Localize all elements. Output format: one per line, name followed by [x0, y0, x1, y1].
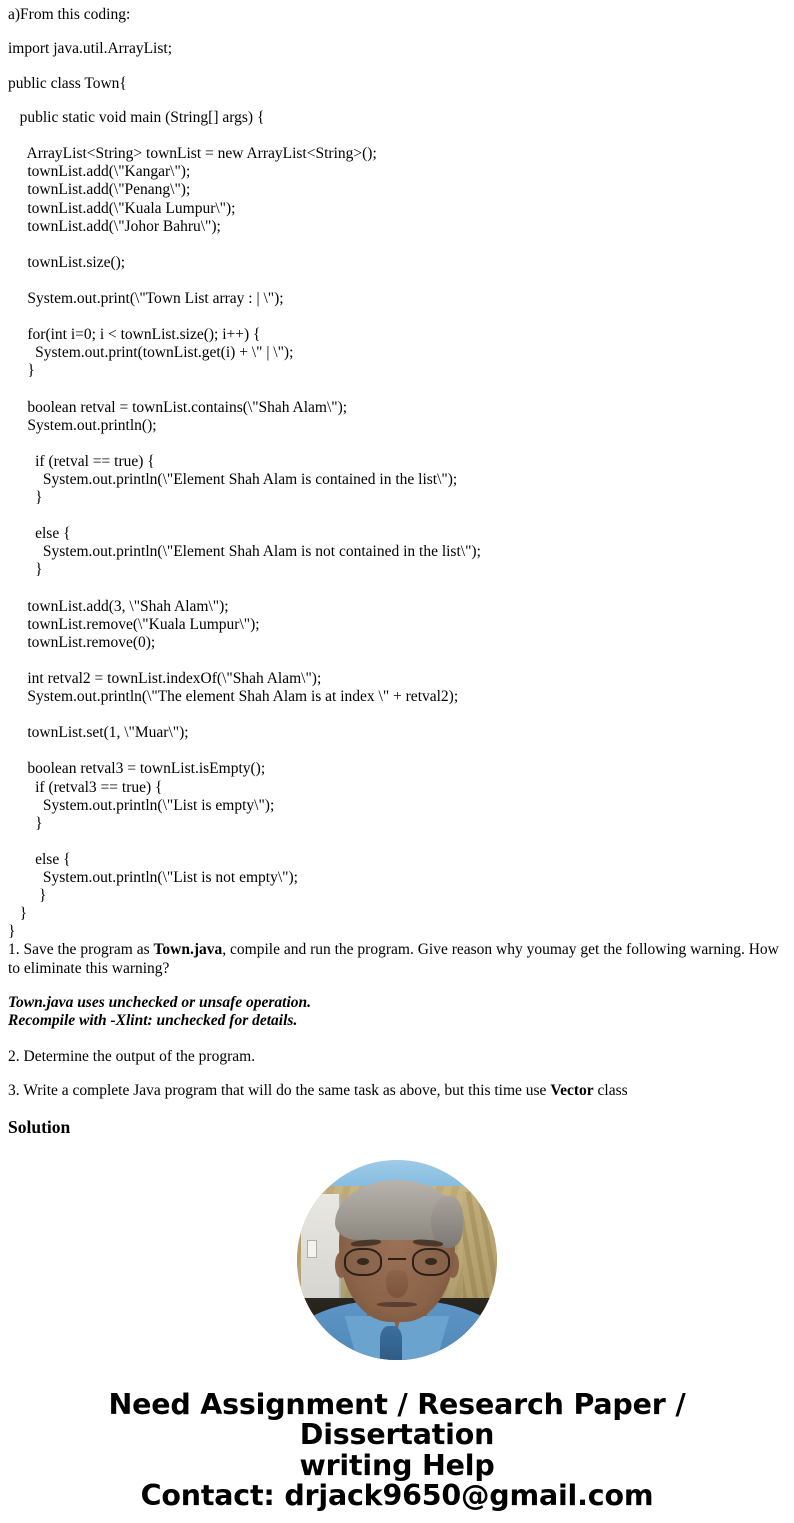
- code-line: [8, 236, 786, 254]
- code-line: [8, 706, 786, 724]
- photo-light-switch: [307, 1240, 317, 1258]
- question-prefix: 3. Write a complete Java program that will do the same task as above, but this time use: [8, 1082, 551, 1100]
- code-line: }: [8, 561, 43, 579]
- code-line: townList.remove(0);: [8, 633, 156, 651]
- code-line: System.out.println(\"List is empty\");: [8, 796, 275, 814]
- code-line: int retval2 = townList.indexOf(\"Shah Alam\");: [8, 669, 322, 687]
- code-line: }: [8, 489, 43, 507]
- intro-paragraph: a)From this coding:: [8, 6, 131, 23]
- code-line: boolean retval = townList.contains(\"Shah Alam\");: [8, 398, 348, 416]
- compiler-warning-block: [8, 994, 786, 1030]
- code-line: }: [8, 887, 47, 905]
- question-item-1: [8, 941, 786, 978]
- code-line: ArrayList<String> townList = new ArrayList<String>();: [8, 145, 377, 163]
- question-item-3: [8, 1082, 786, 1100]
- promo-line-2: writing Help: [299, 1448, 495, 1482]
- code-line: public static void main (String[] args) {: [8, 109, 265, 127]
- class-declaration: public class Town{: [8, 74, 127, 92]
- code-line: townList.add(3, \"Shah Alam\");: [8, 597, 229, 615]
- photo-mouth: [377, 1302, 417, 1307]
- code-line: System.out.println(\"Element Shah Alam is not contained in the list\");: [8, 543, 481, 561]
- code-line: townList.size();: [8, 253, 126, 271]
- warning-line-1: Town.java uses unchecked or unsafe operation.: [8, 993, 311, 1011]
- java-code-block: [8, 109, 786, 941]
- code-line: if (retval == true) {: [8, 452, 155, 470]
- photo-eyeglass-bridge: [388, 1258, 406, 1260]
- code-line: }: [8, 814, 43, 832]
- code-line: else {: [8, 850, 71, 868]
- code-line: System.out.print(townList.get(i) + \" | \");: [8, 344, 294, 362]
- code-line: [8, 127, 786, 145]
- question-suffix: , compile and run the program. Give reason why youmay get the following warning. How to eliminate this warning?: [8, 941, 779, 977]
- avatar-container: [8, 1160, 786, 1360]
- code-line: [8, 507, 786, 525]
- code-line: townList.remove(\"Kuala Lumpur\");: [8, 615, 260, 633]
- photo-eyeglass-lens-left: [344, 1248, 382, 1276]
- code-line: System.out.println(\"List is not empty\");: [8, 869, 298, 887]
- photo-nose: [386, 1270, 408, 1298]
- code-line: townList.set(1, \"Muar\");: [8, 724, 189, 742]
- import-statement: import java.util.ArrayList;: [8, 40, 173, 58]
- code-line: [8, 308, 786, 326]
- solution-heading: Solution: [8, 1116, 71, 1137]
- code-line: townList.add(\"Kuala Lumpur\");: [8, 199, 236, 217]
- code-line: for(int i=0; i < townList.size(); i++) {: [8, 326, 261, 344]
- question-list: [8, 941, 786, 1100]
- question-prefix: 2. Determine the output of the program.: [8, 1048, 256, 1066]
- warning-line-2: Recompile with -Xlint: unchecked for details.: [8, 1012, 298, 1030]
- code-line: }: [8, 362, 35, 380]
- avatar: [297, 1160, 497, 1360]
- code-line: }: [8, 905, 28, 923]
- code-line: boolean retval3 = townList.isEmpty();: [8, 760, 266, 778]
- question-item-2: [8, 1048, 786, 1066]
- code-line: }: [8, 923, 16, 941]
- code-line: [8, 380, 786, 398]
- photo-eyeglass-lens-right: [412, 1248, 450, 1276]
- code-line: System.out.println(\"The element Shah Alam is at index \" + retval2);: [8, 688, 459, 706]
- code-line: [8, 652, 786, 670]
- question-bold-term: Vector: [550, 1082, 594, 1100]
- promo-footer: [8, 1387, 786, 1513]
- promo-line-3: Contact: drjack9650@gmail.com: [140, 1479, 654, 1513]
- code-line: townList.add(\"Johor Bahru\");: [8, 217, 221, 235]
- code-line: System.out.println(\"Element Shah Alam is contained in the list\");: [8, 470, 458, 488]
- code-line: [8, 435, 786, 453]
- promo-line-1: Need Assignment / Research Paper / Dissertation: [108, 1387, 686, 1452]
- code-line: if (retval3 == true) {: [8, 778, 163, 796]
- question-bold-term: Town.java: [153, 941, 223, 959]
- code-line: [8, 833, 786, 851]
- code-line: else {: [8, 525, 71, 543]
- photo-wall-panel-right: [463, 1192, 495, 1304]
- question-suffix: class: [593, 1082, 628, 1100]
- code-line: [8, 272, 786, 290]
- photo-tie: [380, 1326, 402, 1360]
- code-line: townList.add(\"Penang\");: [8, 181, 191, 199]
- code-line: System.out.print(\"Town List array : | \");: [8, 290, 284, 308]
- code-line: [8, 580, 786, 598]
- code-line: [8, 742, 786, 760]
- code-line: townList.add(\"Kangar\");: [8, 163, 191, 181]
- question-prefix: 1. Save the program as: [8, 941, 154, 959]
- code-line: System.out.println();: [8, 416, 157, 434]
